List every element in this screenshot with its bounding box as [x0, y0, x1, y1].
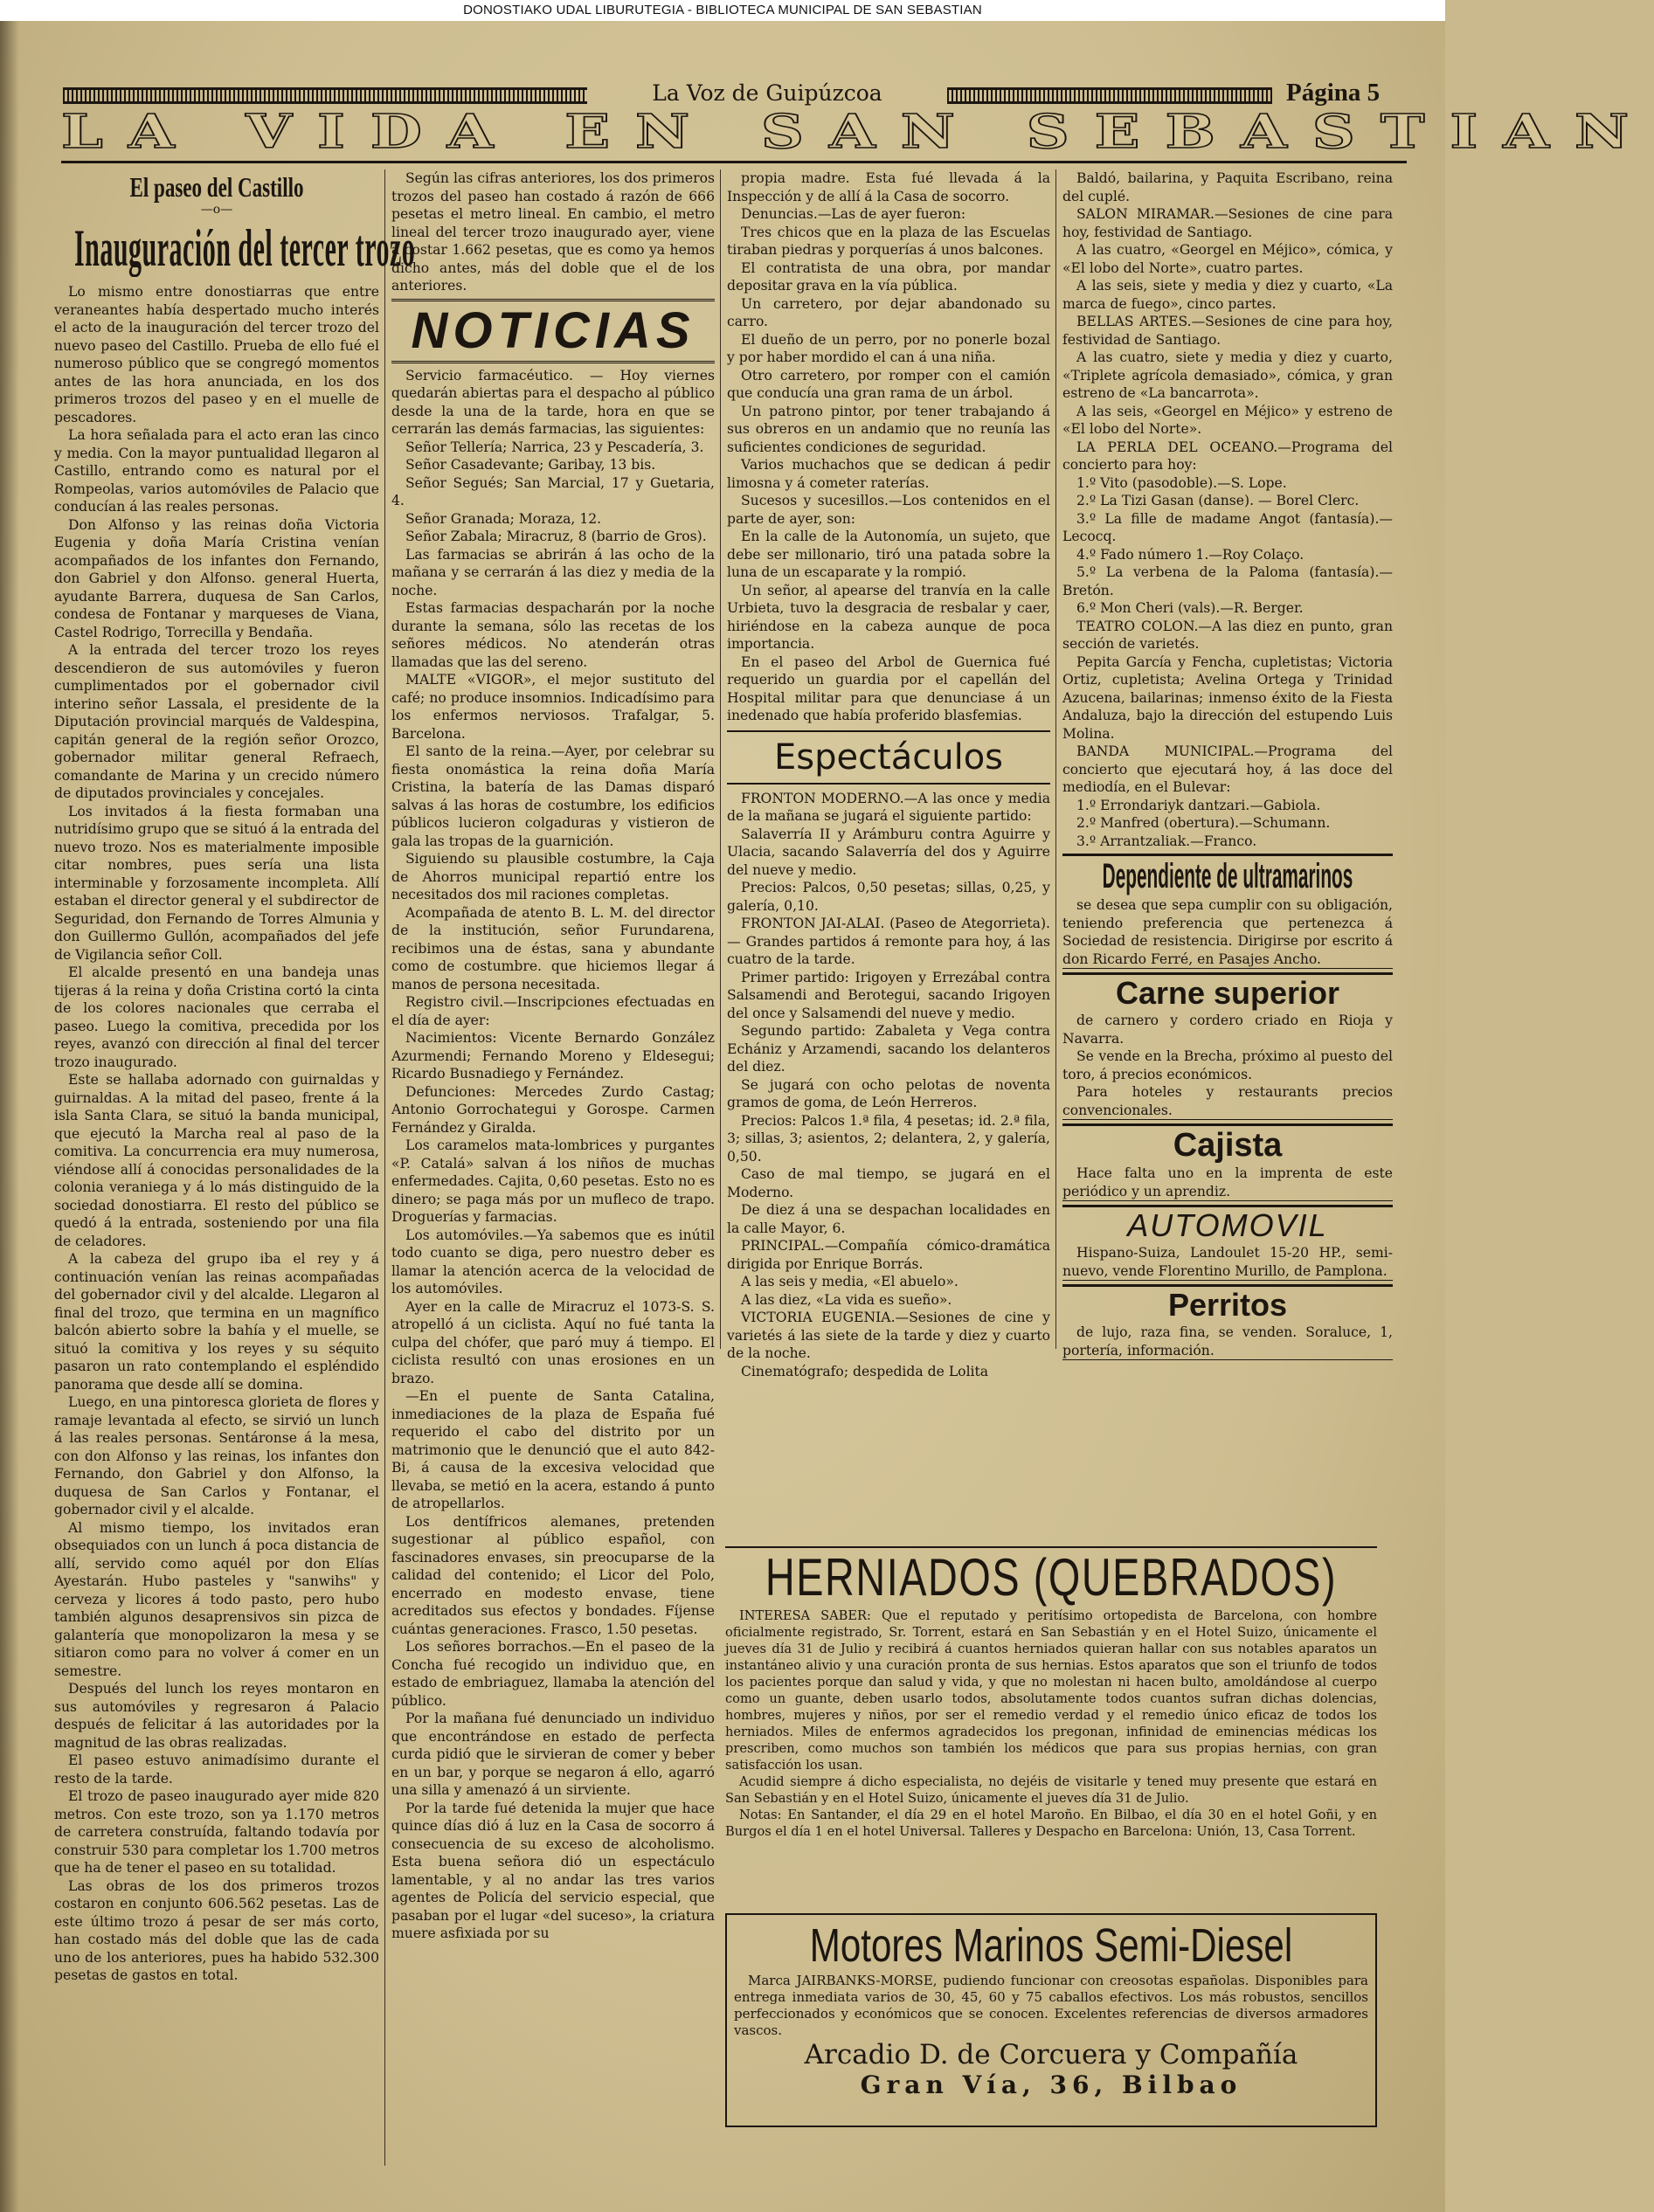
ad-text: Se vende en la Brecha, próximo al puesto del toro, á precios económicos.	[1062, 1048, 1393, 1082]
noticias-column	[391, 169, 715, 2170]
cartelera-list	[1062, 169, 1393, 850]
show-listing: TEATRO COLON.—A las diez en punto, gran sección de varietés.	[1062, 618, 1393, 652]
article-paragraph: Al mismo tiempo, los invitados eran obsequiados con un lunch á poca distancia de allí, servido como aquél por don Elías Ayestarán. Hubo pasteles y "sanwihs" y cerveza y licores á todo pasto, pero hubo también algunos desaprensivos sin pizca de galantería que monopolizaron la mesa y se sitiaron como para no volver á comer en un semestre.	[54, 1519, 379, 1679]
ad-dependiente	[1062, 854, 1393, 969]
news-item: Ayer en la calle de Miracruz el 1073-S. S. atropelló á un ciclista. Aquí no fué tanta la culpa del chófer, que paró muy á tiempo. El ciclista resultó con unas erosiones en un brazo.	[391, 1298, 715, 1386]
ad-text: de lujo, raza fina, se venden. Soraluce, 1, portería, información.	[1062, 1324, 1393, 1358]
news-item: Tres chicos que en la plaza de las Escuelas tiraban piedras y porquerías á unos balcones.	[727, 224, 1050, 258]
ad-text: INTERESA SABER: Que el reputado y peritísimo ortopedista de Barcelona, con hombre oficialmente registrado, Sr. Torrent, estará en San Sebastián y en el Hotel Suizo, únicamente el jueves día 31 de Julio y recibirá á cuantos herniados quieran hallar con sus notables aparatos un instantáneo alivio y una curación pronta de sus hernias. Estos aparatos que son el triunfo de todos los pacientes porque dan salud y vida, y que no molestan ni hacen bulto, amoldándose al cuerpo como un guante, deben usarlo todos, absolutamente todos cuantos sufran dichas dolencias, hombres, mujeres y niños, por ser el remedio verdad y el remedio único eficaz de todos los herniados. Miles de enfermos agradecidos los pregonan, infinidad de eminencias médicas los prescriben, como muchos son también los médicos que para sus propias hernias, con gran satisfacción los usan.	[725, 1608, 1377, 1773]
ad-text: Notas: En Santander, el día 29 en el hotel Maroño. En Bilbao, el día 30 en el hotel Goñi, y en Burgos el día 1 en el hotel Universal. Talleres y Despacho en Barcelona: Unión, 13, Casa Torrent.	[725, 1808, 1377, 1839]
show-listing: Pepita García y Fencha, cupletistas; Victoria Ortiz, cupletista; Avelina Ortega y Trinidad Azucena, bailarinas; inmenso éxito de la Fiesta Andaluza, bajo la dirección del estupendo Luis Molina.	[1062, 653, 1393, 742]
news-item: Señor Tellería; Narrica, 23 y Pescadería, 3.	[405, 439, 704, 455]
article-paragraph: Este se hallaba adornado con guirnaldas y guirnaldas. A la mitad del paseo, frente á la isla Santa Clara, se situó la banda municipal, que ejecutó la Marcha real al paso de la comitiva. La concurrencia era muy numerosa, viéndose allí á conocidas personalidades de la colonia veraniega y á lo más distinguido de la sociedad donostiarra. El resto del público se quedó á la entrada, sosteniendo por una fila de celadores.	[54, 1072, 379, 1249]
banner-rule	[61, 161, 1407, 163]
decorative-rule	[947, 87, 1272, 104]
news-item: Por la tarde fué detenida la mujer que hace quince días dió á luz en la Casa de socorro á consecuencia de su exceso de alcoholismo. Esta buena señora dió un espectáculo lamentable, y al no andar las tres varios agentes de Policía del servicio especial, que pasaban por el lugar «del suceso», la criatura muere asfixiada por su	[391, 1800, 715, 1941]
ad-text: Hace falta uno en la imprenta de este periódico y un aprendiz.	[1062, 1165, 1393, 1199]
article-paragraph: Luego, en una pintoresca glorieta de flores y ramaje levantada al efecto, se sirvió un lunch á las reales personas. Sentáronse á la mesa, con don Alfonso y las reinas, los infantes don Fernando, don Gabriel y don Alfonso, la duquesa de San Carlos y Fontanar, el gobernador civil y el alcalde.	[54, 1394, 379, 1517]
noticias-heading: NOTICIAS	[391, 299, 715, 363]
news-item: Señor Zabala; Miracruz, 8 (barrio de Gros).	[405, 529, 707, 544]
ad-motores	[725, 1913, 1377, 2127]
news-item: Los caramelos mata-lombrices y purgantes «P. Catalá» salvan á los niños de muchas enfermedades. Cajita, 0,60 pesetas. Esto no es dinero; se paga más por un mufleco de trapo. Droguerías y farmacias.	[391, 1137, 715, 1225]
noticias-list	[391, 367, 715, 1943]
article-paragraph: La hora señalada para el acto eran las cinco y media. Con la mayor puntualidad llegaron al Castillo, entrando como es natural por el Rompeolas, varios automóviles de Palacio que conducían á las reales personas.	[54, 427, 379, 515]
news-item: Varios muchachos que se dedican á pedir limosna y á cometer raterías.	[727, 457, 1050, 491]
show-listing: A las seis, «Georgel en Méjico» y estreno de «El lobo del Norte».	[1062, 403, 1393, 437]
show-listing: 1.º Errondariyk dantzari.—Gabiola.	[1076, 797, 1321, 813]
show-listing: 3.º Arrantzaliak.—Franco.	[1076, 833, 1257, 849]
show-listing: 2.º La Tizi Gasan (danse). — Borel Clerc.	[1076, 493, 1360, 508]
show-listing: A las seis y media, «El abuelo».	[741, 1274, 958, 1289]
ad-text: Para hoteles y restaurants precios convencionales.	[1062, 1084, 1393, 1118]
show-listing: 4.º Fado número 1.—Roy Colaço.	[1076, 546, 1305, 563]
show-listing: Precios: Palcos, 0,50 pesetas; sillas, 0,25, y galería, 0,10.	[727, 880, 1050, 914]
news-item: Siguiendo su plausible costumbre, la Caja de Ahorros municipal repartió entre los necesitados dos mil raciones completas.	[391, 851, 715, 902]
article-column-castillo	[54, 169, 416, 2170]
news-item: El contratista de una obra, por mandar depositar grava en la vía pública.	[727, 259, 1050, 294]
news-item: Los señores borrachos.—En el paseo de la Concha fué recogido un individuo que, en estado de embriaguez, llamaba la atención del público.	[391, 1639, 715, 1709]
show-listing: Se jugará con ocho pelotas de noventa gramos de goma, de León Herreros.	[727, 1076, 1050, 1110]
newspaper-name: La Voz de Guipúzcoa	[652, 80, 882, 106]
show-listing: Caso de mal tiempo, se jugará en el Moderno.	[727, 1166, 1050, 1200]
show-listing: A las cuatro, siete y media y diez y cuarto, «Triplete agrícola demasiado», cómica, y gran estreno de «La bancarrota».	[1062, 349, 1393, 401]
ad-cajista	[1062, 1123, 1393, 1201]
page-number: Página 5	[1286, 79, 1381, 107]
news-item: Señor Granada; Moraza, 12.	[405, 510, 602, 527]
carteleras-anuncios-column	[1062, 169, 1393, 1358]
show-listing: A las seis, siete y media y diez y cuarto, «La marca de fuego», cinco partes.	[1062, 278, 1393, 312]
ornament: —o—	[200, 203, 233, 217]
news-item: Denuncias.—Las de ayer fueron:	[741, 206, 966, 222]
ad-heading: AUTOMOVIL	[1127, 1207, 1328, 1243]
show-listing: Baldó, bailarina, y Paquita Escribano, reina del cuplé.	[1062, 170, 1393, 204]
news-item: Otro carretero, por romper con el camión que conducía una gran rama de un árbol.	[727, 367, 1050, 401]
article-paragraph: Lo mismo entre donostiarras que entre veraneantes había despertado mucho interés el acto de la inauguración del tercer trozo del nuevo paseo del Castillo. Prueba de ello fué el numeroso público que se congregó momentos antes de las hora anunciada, en los dos primeros trozos del paseo y en el muelle de pescadores.	[54, 284, 379, 425]
show-listing: 3.º La fille de madame Angot (fantasía).—Lecocq.	[1062, 510, 1393, 544]
ad-perritos	[1062, 1284, 1393, 1360]
ad-automovil	[1062, 1205, 1393, 1281]
news-item: Servicio farmacéutico. — Hoy viernes quedarán abiertas para el despacho al público desde la una de la tarde, hora en que se cerrarán las demás farmacias, las siguientes:	[391, 367, 715, 437]
show-listing: 2.º Manfred (obertura).—Schumann.	[1076, 815, 1331, 831]
show-listing: Precios: Palcos 1.ª fila, 4 pesetas; id. 2.ª fila, 3; sillas, 3; asientos, 2; delantera, 2, y galería, 0,50.	[727, 1112, 1050, 1165]
show-listing: VICTORIA EUGENIA.—Sesiones de cine y varietés á las siete de la tarde y diez y cuarto de la noche.	[727, 1310, 1050, 1361]
ad-heading: Carne superior	[1115, 975, 1340, 1011]
news-item: En el paseo del Arbol de Guernica fué requerido un guardia por el capellán del Hospital militar para que denunciase á un inedenado que había proferido blasfemias.	[727, 653, 1050, 723]
ad-heading: HERNIADOS (QUEBRADOS)	[765, 1548, 1338, 1607]
show-listing: A las cuatro, «Georgel en Méjico», cómica, y «El lobo del Norte», cuatro partes.	[1062, 242, 1393, 276]
ad-address: Gran Vía, 36, Bilbao	[860, 2070, 1242, 2099]
article-continuation: Según las cifras anteriores, los dos primeros trozos del paseo han costado á razón de 666 pesetas el metro lineal. En cambio, el metro lineal del tercer trozo inaugurado ayer, viene á costar 1.662 pesetas, que es como ya hemos dicho antes, más del doble que el de los anteriores.	[391, 170, 715, 294]
news-item: Estas farmacias despacharán por la noche durante la semana, sólo las recetas de los señores médicos. No atenderán otras llamadas que las del sereno.	[391, 600, 715, 670]
show-listing: 1.º Vito (pasodoble).—S. Lope.	[1076, 474, 1287, 491]
column-rule	[1055, 169, 1056, 1349]
show-listing: Primer partido: Irigoyen y Errezábal contra Salsamendi and Berotegui, sacando Irigoyen del once y Salsamendi del nueve y medio.	[727, 969, 1050, 1021]
news-item: Los automóviles.—Ya sabemos que es inútil todo cuanto se diga, pero nuestro deber es llamar la atención acerca de la velocidad de los automóviles.	[391, 1227, 715, 1296]
news-item: MALTE «VIGOR», el mejor sustituto del café; no produce insomnios. Indicadísimo para los enfermos nerviosos. Trafalgar, 5. Barcelona.	[391, 672, 715, 742]
news-item: Por la mañana fué denunciado un individuo que encontrándose en estado de perfecta curda pidió que le sirvieran de comer y beber en un bar, y porque se negaron á ello, agarró una silla y amenazó á un sirviente.	[391, 1711, 715, 1798]
news-item: Las farmacias se abrirán á las ocho de la mañana y se cerrarán á las diez y media de la noche.	[391, 546, 715, 598]
news-item: Señor Casadevante; Garibay, 13 bis.	[405, 457, 656, 473]
news-item: Acompañada de atento B. L. M. del director de la institución, señor Furundarena, recibimos una de éstas, sana y abundante como de costumbre. que hiciemos llegar á manos de persona necesitada.	[391, 904, 715, 992]
news-item: Un señor, al apearse del tranvía en la calle Urbieta, tuvo la desgracia de resbalar y caer, hiriéndose en la cabeza aunque de poca importancia.	[727, 582, 1050, 652]
archive-header: DONOSTIAKO UDAL LIBURUTEGIA - BIBLIOTECA MUNICIPAL DE SAN SEBASTIAN	[0, 0, 1445, 21]
news-item: Señor Segués; San Marcial, 17 y Guetaria, 4.	[391, 474, 715, 508]
news-item: Defunciones: Mercedes Zurdo Castag; Antonio Gorrochategui y Gorospe. Carmen Fernández y Giralda.	[391, 1083, 715, 1136]
page-edge-shadow	[0, 0, 19, 2212]
ad-firm-name: Arcadio D. de Corcuera y Compañía	[804, 2039, 1298, 2070]
espectaculos-list	[727, 790, 1050, 1381]
running-head	[63, 80, 1408, 107]
news-item: —En el puente de Santa Catalina, inmediaciones de la plaza de España fué requerido el cabo del distrito por un matrimonio que le denunció que el auto 842-Bi, á causa de la excesiva velocidad que llevaba, se metió en la acera, estando á punto de atropellarlos.	[391, 1388, 715, 1511]
news-item: Registro civil.—Inscripciones efectuadas en el día de ayer:	[391, 994, 715, 1028]
article-paragraph: Las obras de los dos primeros trozos costaron en conjunto 606.562 pesetas. Las de este último trozo á pesar de ser más corto, han costado más del doble que las de cada uno de los anteriores, pues ha habido 532.300 pesetas de gastos en total.	[54, 1877, 379, 1983]
ad-text: se desea que sepa cumplir con su obligación, teniendo preferencia que pertenezca á Sociedad de resistencia. Dirigirse por escrito á don Ricardo Ferré, en Pasajes Ancho.	[1062, 897, 1393, 967]
ad-text: Acudid siempre á dicho especialista, no dejéis de visitarle y tened muy presente que estará en San Sebastián y en el Hotel Suizo, únicamente el jueves día 31 de Julio.	[725, 1774, 1377, 1806]
article-paragraph: A la entrada del tercer trozo los reyes descendieron de sus automóviles y fueron cumplimentados por el gobernador civil interino señor Lassala, el presidente de la Diputación provincial marqués de Valdespina, capitán general de la región señor Orozco, gobernador militar general Refraech, comandante de Marina y un crecido número de diputados provinciales y concejales.	[54, 642, 379, 801]
show-listing: 6.º Mon Cheri (vals).—R. Berger.	[1076, 600, 1304, 616]
ad-heading: Cajista	[1173, 1127, 1283, 1164]
news-item: En la calle de la Autonomía, un sujeto, que debe ser millonario, tiró una patada sobre la luna de un escaparate y la rompió.	[727, 529, 1050, 580]
show-listing: FRONTON MODERNO.—A las once y media de la mañana se jugará el siguiente partido:	[727, 790, 1050, 824]
show-listing: LA PERLA DEL OCEANO.—Programa del concierto para hoy:	[1062, 439, 1393, 473]
article-body	[54, 283, 379, 1985]
show-listing: PRINCIPAL.—Compañía cómico-dramática dirigida por Enrique Borrás.	[727, 1238, 1050, 1272]
ad-text: de carnero y cordero criado en Rioja y Navarra.	[1062, 1013, 1393, 1047]
news-item: Un carretero, por dejar abandonado su carro.	[727, 295, 1050, 329]
show-listing: De diez á una se despachan localidades en la calle Mayor, 6.	[727, 1202, 1050, 1236]
ad-heading: Motores Marinos Semi-Diesel	[809, 1919, 1293, 1972]
article-paragraph: Después del lunch los reyes montaron en sus automóviles y regresaron á Palacio después de felicitar á las autoridades por la magnitud de las obras realizadas.	[54, 1681, 379, 1751]
article-paragraph: Los invitados á la fiesta formaban una nutridísimo grupo que se situó á la entrada del nuevo trozo. Nos es materialmente imposible citar nombres, pues sería una lista interminable y forzosamente incompleta. Allí estaban el director general y el subdirector de Seguridad, don Fernando de Torres Almunia y don Guillermo Gullón, acompañados del jefe de Vigilancia señor Coll.	[54, 803, 379, 963]
show-listing: Cinematógrafo; despedida de Lolita	[741, 1363, 989, 1379]
column-rule	[720, 169, 721, 1349]
article-paragraph: El trozo de paseo inaugurado ayer mide 820 metros. Con este trozo, son ya 1.170 metros de carretera construída, faltando todavía por construir 530 para completar los 1.700 metros que ha de tener el paseo en su totalidad.	[54, 1788, 379, 1876]
news-item: propia madre. Esta fué llevada á la Inspección y de allí á la Casa de socorro.	[727, 170, 1050, 204]
ad-herniados	[725, 1546, 1377, 1839]
show-listing: BELLAS ARTES.—Sesiones de cine para hoy, festividad de Santiago.	[1062, 314, 1393, 348]
news-item: El dueño de un perro, por no ponerle bozal y por haber mordido el can á una niña.	[727, 331, 1050, 365]
article-headline: Inauguración del tercer trozo	[74, 219, 416, 277]
show-listing: A las diez, «La vida es sueño».	[741, 1291, 952, 1308]
news-item: Nacimientos: Vicente Bernardo González Azurmendi; Fernando Moreno y Eldesegui; Ricardo Busnadiego y Fernández.	[391, 1030, 715, 1082]
ad-carne	[1062, 972, 1393, 1120]
show-listing: Segundo partido: Zabaleta y Vega contra Echániz y Arzamendi, sacando los delanteros del diez.	[727, 1023, 1050, 1075]
news-item: Un patrono pintor, por tener trabajando á sus obreros en un andamio que no reunía las suficientes condiciones de seguridad.	[727, 403, 1050, 455]
news-item: El santo de la reina.—Ayer, por celebrar su fiesta onomástica la reina doña María Cristina, la batería de las Damas disparó salvas á las horas de costumbre, los edificios públicos lucieron colgaduras y vistieron de gala las tropas de la guarnición.	[391, 743, 715, 849]
ad-heading: Dependiente de ultramarinos	[1102, 857, 1353, 895]
news-item: Los dentífricos alemanes, pretenden sugestionar al público español, con fascinadores envases, sin preocuparse de la calidad del contenido; el Licor del Polo, encerrado en modesto envase, tiene acreditados sus efectos y bondades. Fíjense cuántas generaciones. Frasco, 1.50 pesetas.	[391, 1513, 715, 1637]
show-listing: SALON MIRAMAR.—Sesiones de cine para hoy, festividad de Santiago.	[1062, 206, 1393, 240]
article-paragraph: A la cabeza del grupo iba el rey y á continuación venían las reinas acompañadas del gobernador civil y del alcalde. Llegaron al final del trozo, que termina en un magnífico balcón abierto sobre la bahía y el muelle, se situó la comitiva y los reyes y su séquito pasaron un rato contemplando el espléndido panorama que desde allí se domina.	[54, 1251, 379, 1393]
ad-text: Hispano-Suiza, Landoulet 15-20 HP., semi-nuevo, vende Florentino Murillo, de Pamplona.	[1062, 1245, 1393, 1279]
sucesos-list	[727, 169, 1050, 725]
article-paragraph: El paseo estuvo animadísimo durante el resto de la tarde.	[54, 1752, 379, 1787]
column-rule	[384, 169, 385, 2166]
ad-text: Marca JAIRBANKS-MORSE, pudiendo funcionar con creosotas españolas. Disponibles para entrega inmediata varios de 30, 45, 60 y 75 caballos efectivos. Los más robustos, sencillos perfeccionados y económicos que se conocen. Excelentes referencias de diversos armadores vascos.	[734, 1973, 1368, 2038]
ad-heading: Perritos	[1167, 1287, 1288, 1323]
news-item: Sucesos y sucesillos.—Los contenidos en el parte de ayer, son:	[727, 493, 1050, 527]
show-listing: 5.º La verbena de la Paloma (fantasía).—Bretón.	[1062, 564, 1393, 598]
article-kicker: El paseo del Castillo	[129, 171, 304, 203]
article-paragraph: El alcalde presentó en una bandeja unas tijeras á la reina y doña Cristina cortó la cinta de los colores nacionales que cerraba el paseo. Luego la comitiva, precedida por los reyes, avanzó con dirección al final del tercer trozo inaugurado.	[54, 964, 379, 1070]
sucesos-espectaculos-column	[727, 169, 1050, 1379]
article-paragraph: Don Alfonso y las reinas doña Victoria Eugenia y doña María Cristina venían acompañados de los infantes don Fernando, don Gabriel y don Alfonso. general Huerta, ayudante Barrera, duquesa de San Carlos, condesa de Fontanar y marqueses de Viana, Castel Rodrigo, Torrecilla y Bendaña.	[54, 516, 379, 640]
espectaculos-heading: Espectáculos	[727, 730, 1050, 785]
section-banner: LA VIDA EN SAN SEBASTIAN	[61, 104, 1654, 160]
decorative-rule	[63, 87, 587, 104]
show-listing: FRONTON JAI-ALAI. (Paseo de Ategorrieta).— Grandes partidos á remonte para hoy, á las cuatro de la tarde.	[727, 916, 1050, 967]
show-listing: BANDA MUNICIPAL.—Programa del concierto que ejecutará hoy, á las doce del mediodía, en el Bulevar:	[1062, 743, 1393, 795]
show-listing: Salaverría II y Arámburu contra Aguirre y Ulacia, sacando Salaverría del dos y Aguirre del nueve y medio.	[727, 826, 1050, 878]
